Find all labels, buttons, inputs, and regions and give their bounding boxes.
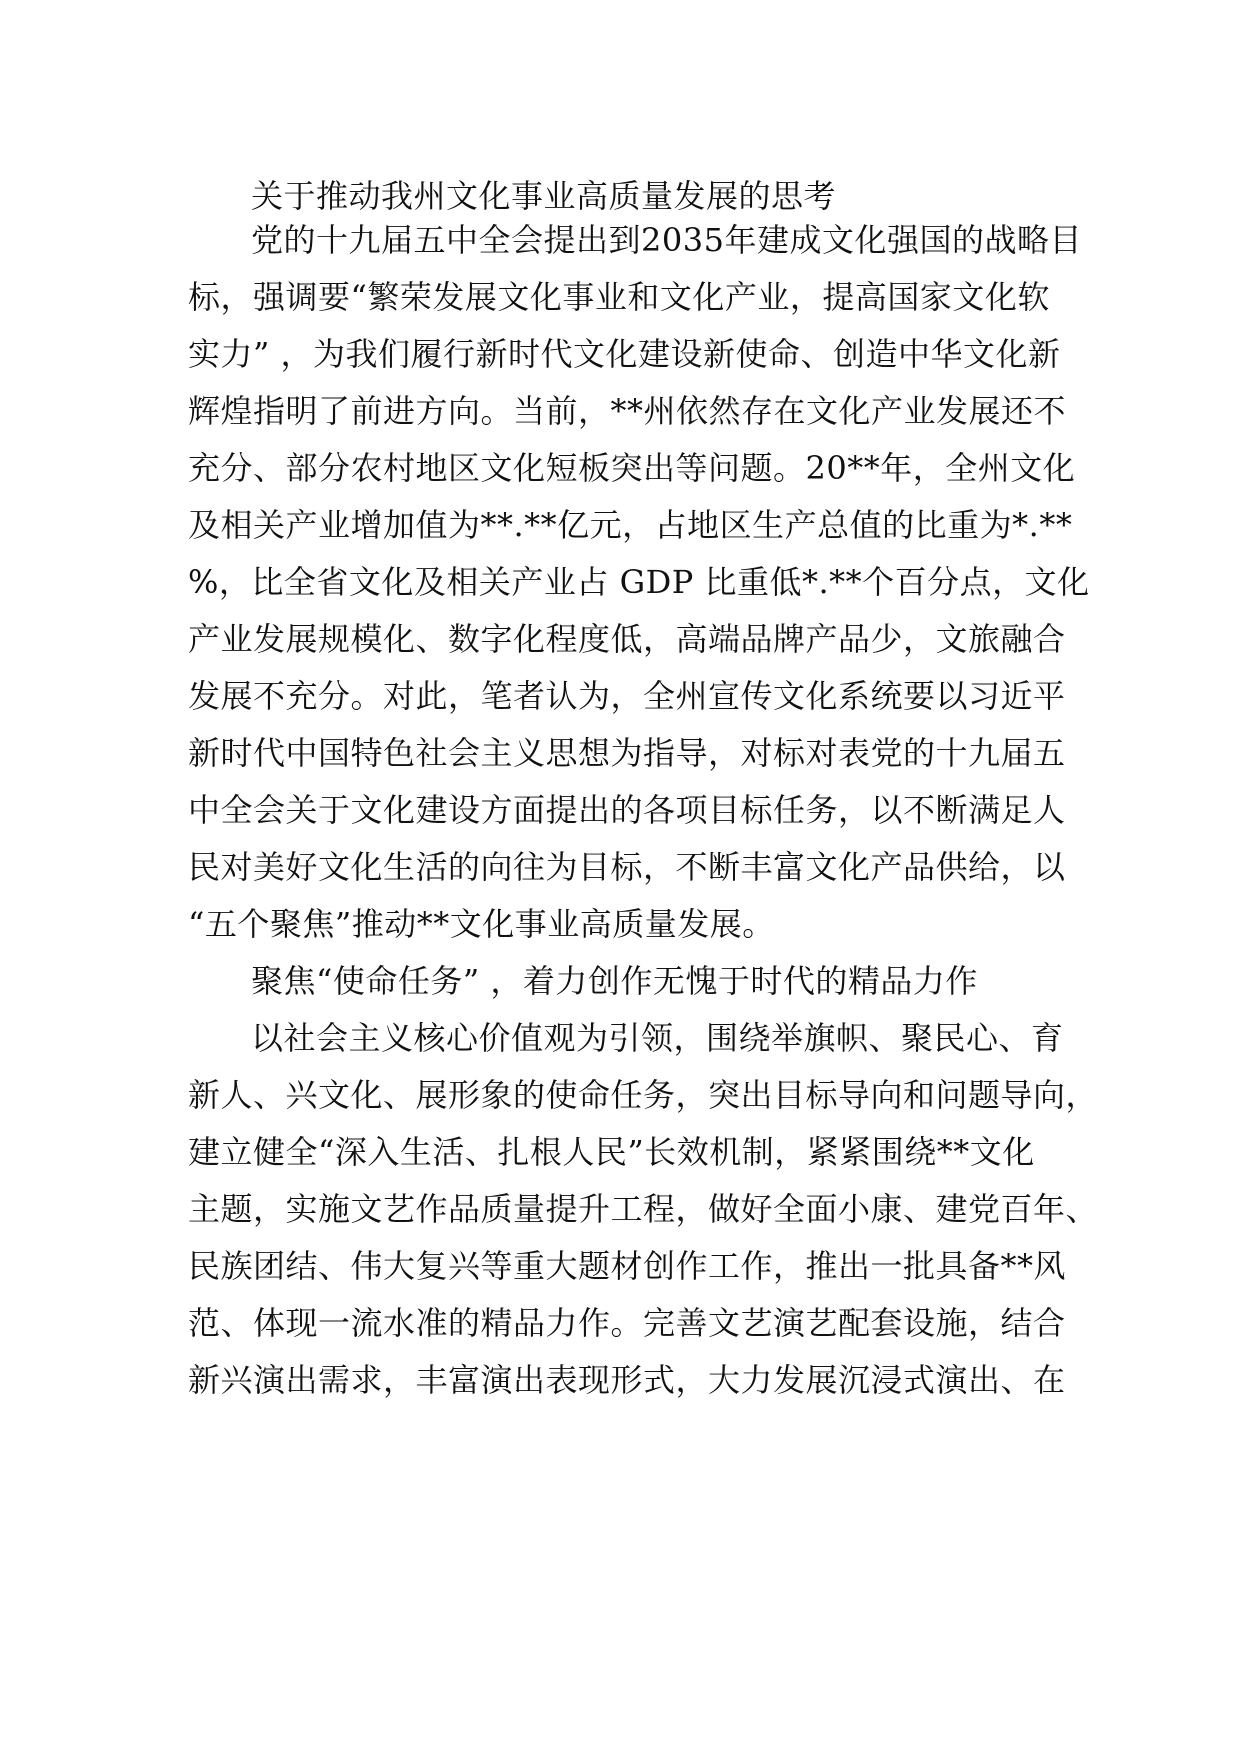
paragraph-line: 实力” ，为我们履行新时代文化建设新使命、创造中华文化新 — [188, 335, 1061, 373]
paragraph-line: 及相关产业增加值为**.**亿元，占地区生产总值的比重为*.** — [188, 506, 1073, 544]
paragraph-line: 新兴演出需求，丰富演出表现形式，大力发展沉浸式演出、在 — [188, 1361, 1066, 1399]
paragraph-line: 充分、部分农村地区文化短板突出等问题。20**年，全州文化 — [188, 449, 1076, 487]
paragraph-line: 产业发展规模化、数字化程度低，高端品牌产品少，文旅融合 — [188, 620, 1066, 658]
paragraph-line: “五个聚焦”推动**文化事业高质量发展。 — [188, 905, 775, 943]
section-heading: 聚焦“使命任务” ，着力创作无愧于时代的精品力作 — [251, 962, 978, 1000]
paragraph-line: 民对美好文化生活的向往为目标，不断丰富文化产品供给，以 — [188, 848, 1066, 886]
paragraph-line: 主题，实施文艺作品质量提升工程，做好全面小康、建党百年、 — [188, 1190, 1099, 1228]
paragraph-line: 党的十九届五中全会提出到2035年建成文化强国的战略目 — [251, 221, 1082, 259]
paragraph-line: 新时代中国特色社会主义思想为指导，对标对表党的十九届五 — [188, 734, 1066, 772]
paragraph-line: 发展不充分。对此，笔者认为，全州宣传文化系统要以习近平 — [188, 677, 1066, 715]
paragraph-line: 标，强调要“繁荣发展文化事业和文化产业，提高国家文化软 — [188, 278, 1050, 316]
paragraph-line: 民族团结、伟大复兴等重大题材创作工作，推出一批具备**风 — [188, 1247, 1067, 1285]
paragraph-line: 新人、兴文化、展形象的使命任务，突出目标导向和问题导向， — [188, 1076, 1099, 1114]
paragraph-line: 辉煌指明了前进方向。当前，**州依然存在文化产业发展还不 — [188, 392, 1067, 430]
paragraph-line: 范、体现一流水准的精品力作。完善文艺演艺配套设施，结合 — [188, 1304, 1066, 1342]
paragraph-line: 建立健全“深入生活、扎根人民”长效机制，紧紧围绕**文化 — [188, 1133, 1035, 1171]
paragraph-line: 以社会主义核心价值观为引领，围绕举旗帜、聚民心、育 — [251, 1019, 1064, 1057]
document-title: 关于推动我州文化事业高质量发展的思考 — [251, 177, 837, 215]
paragraph-line: 中全会关于文化建设方面提出的各项目标任务，以不断满足人 — [188, 791, 1066, 829]
paragraph-line: %，比全省文化及相关产业占 GDP 比重低*.**个百分点，文化 — [188, 563, 1090, 601]
